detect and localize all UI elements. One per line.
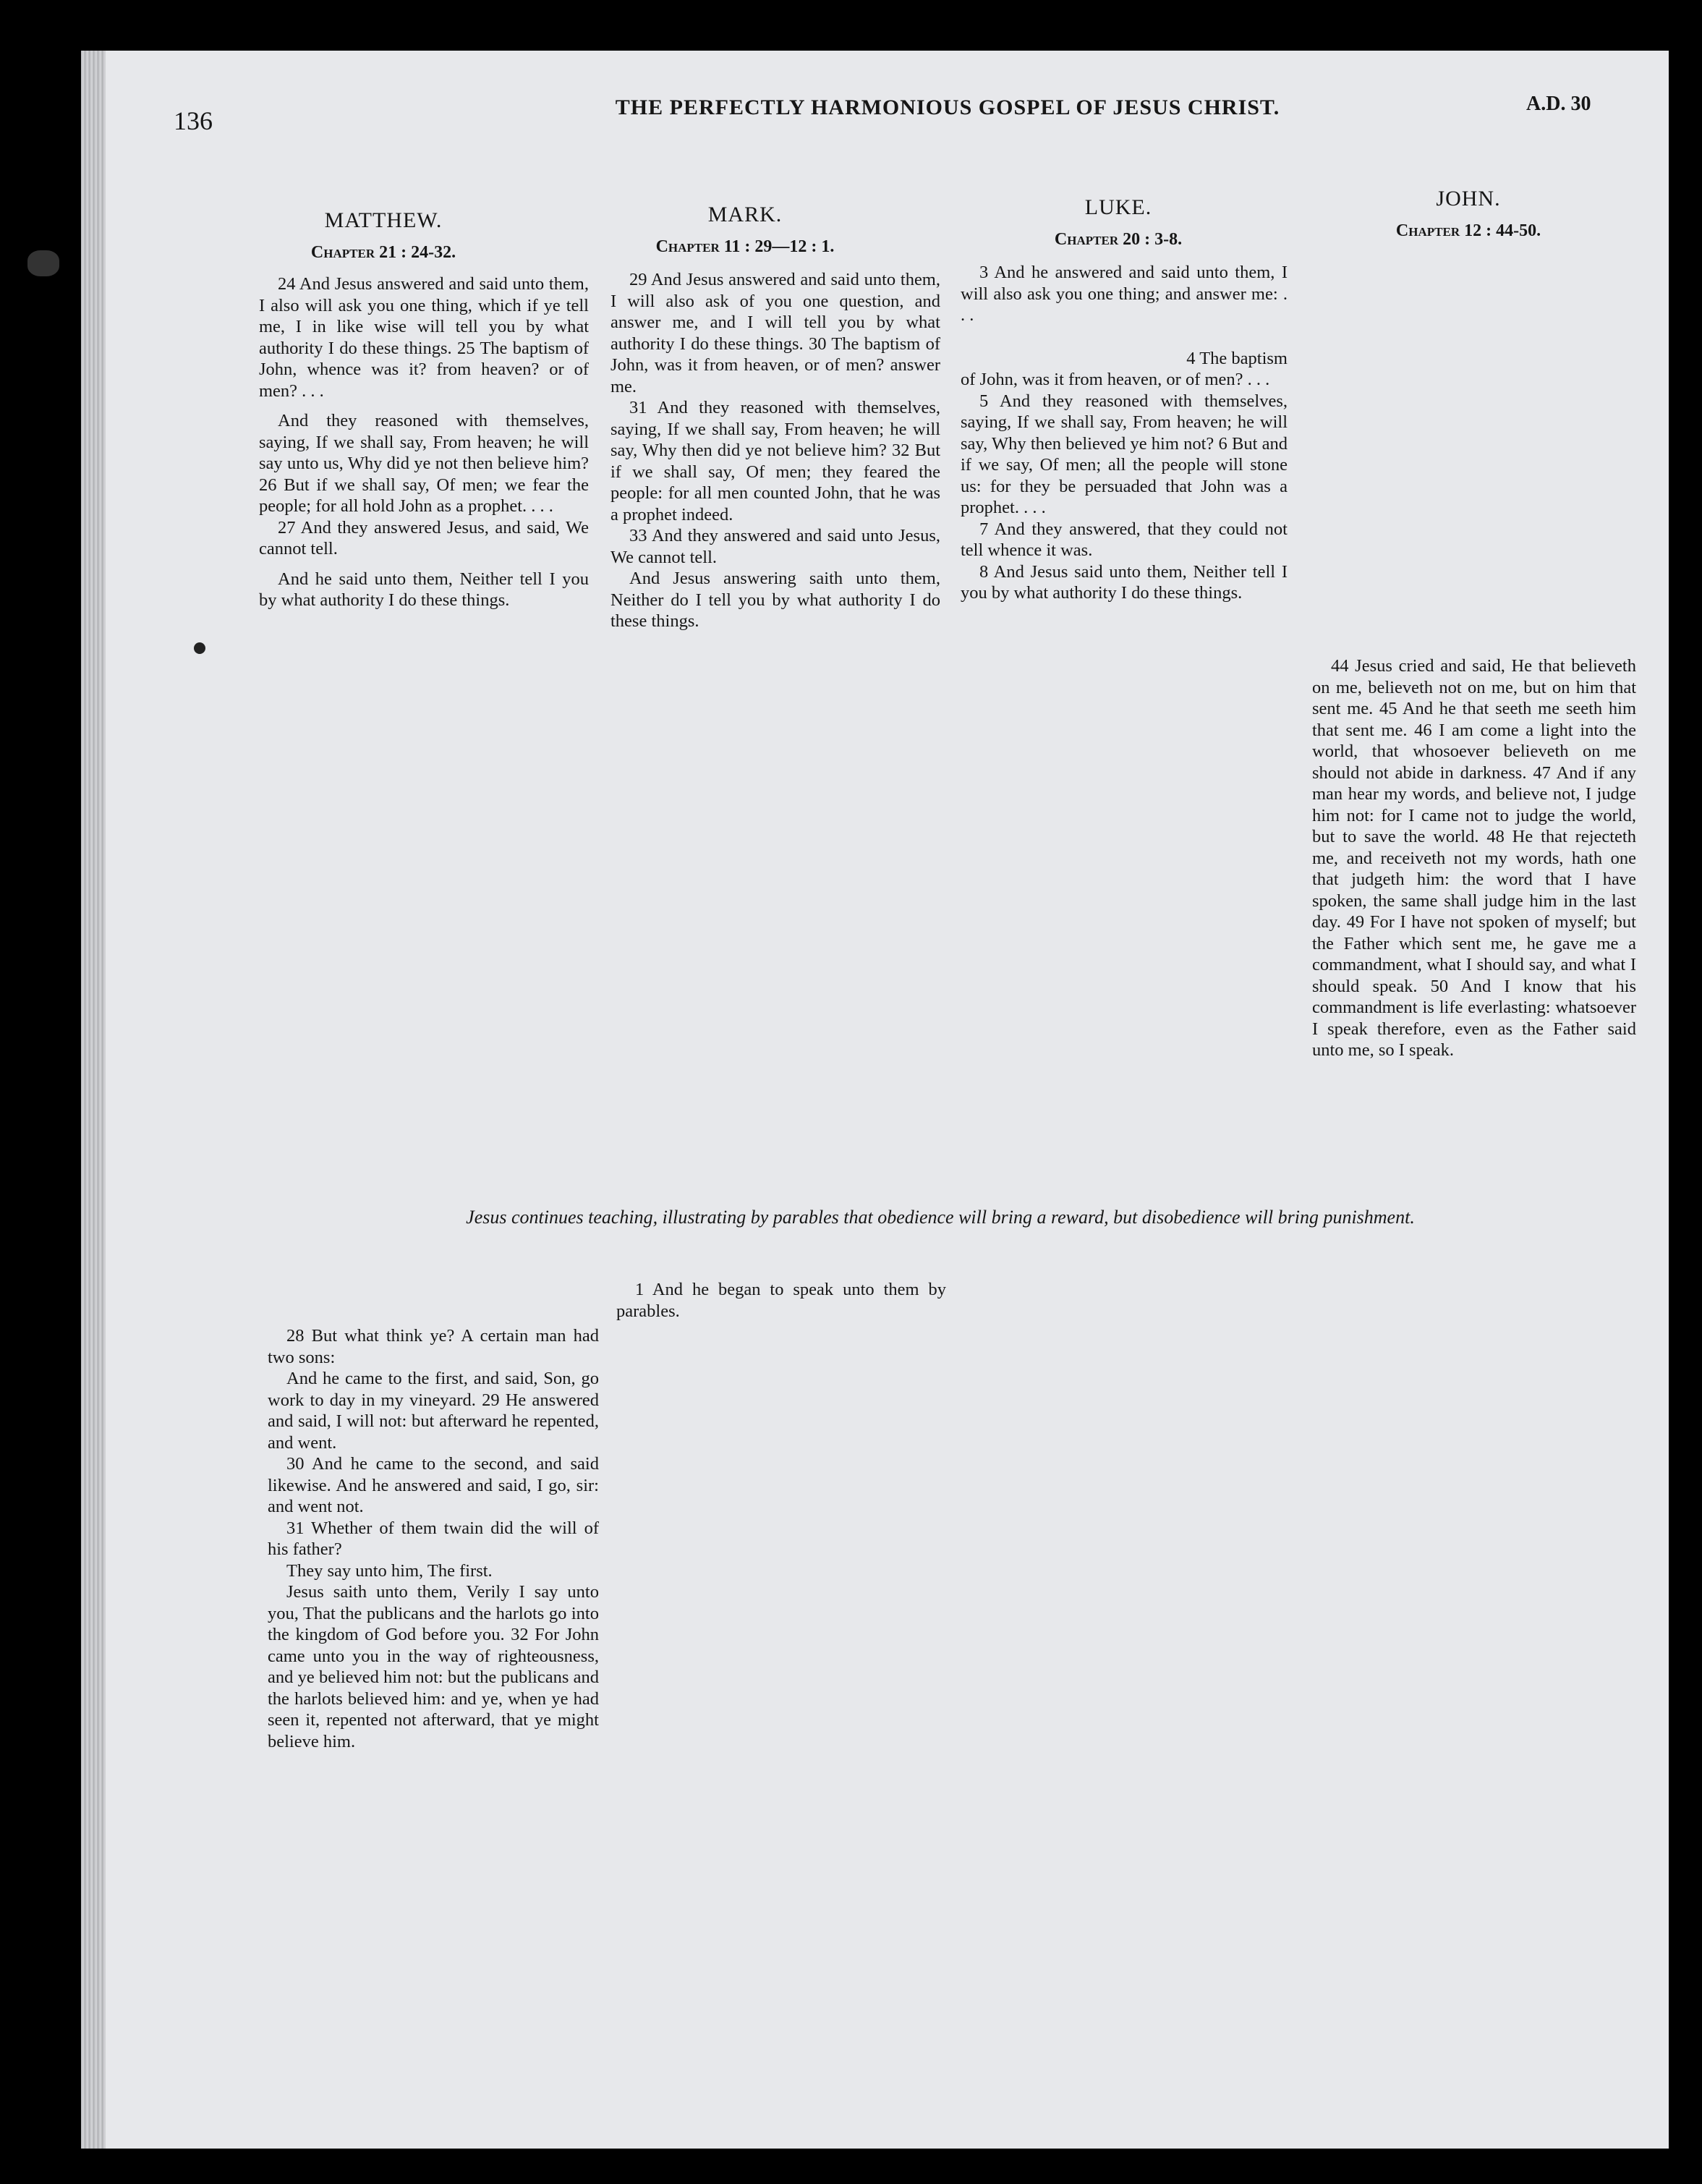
luke-heading <box>966 195 1270 250</box>
chapter-reference: Chapter 12 : 44-50. <box>1395 221 1541 240</box>
verse-paragraph: 28 But what think ye? A certain man had two sons: <box>268 1326 599 1367</box>
verse-paragraph: 30 And he came to the second, and said likewise. And he answered and said, I go, sir: and went not. <box>268 1454 599 1516</box>
chapter-reference: Chapter 20 : 3-8. <box>1054 230 1183 249</box>
matthew-heading <box>231 208 535 263</box>
gospel-name: MATTHEW. <box>324 208 443 232</box>
verse-paragraph: 33 And they answered and said unto Jesus, We cannot tell. <box>610 526 940 567</box>
matthew-text-section2 <box>268 1325 599 1752</box>
verse-paragraph: They say unto him, The first. <box>286 1560 493 1581</box>
gospel-name: JOHN. <box>1436 187 1501 211</box>
running-title: THE PERFECTLY HARMONIOUS GOSPEL OF JESUS CHRIST. <box>615 95 1280 119</box>
mark-heading <box>593 203 897 257</box>
mark-text-section2 <box>616 1279 946 1322</box>
verse-paragraph: And Jesus answering saith unto them, Neither do I tell you by what authority I do these things. <box>610 569 940 631</box>
chapter-reference: Chapter 21 : 24-32. <box>310 243 456 262</box>
year-marker: A.D. 30 <box>1526 93 1591 115</box>
verse-paragraph: 4 The baptism <box>1186 348 1288 368</box>
verse-paragraph: Jesus saith unto them, Verily I say unto you, That the publicans and the harlots go into the kingdom of God before you. 32 For John came unto you in the way of righteousness, and ye believed him not: but the publicans and the harlots believed him: and ye, when ye had seen it, repented not afterward, that ye might believe him. <box>268 1582 599 1751</box>
verse-paragraph: 1 And he began to speak unto them by parables. <box>616 1280 946 1321</box>
verse-paragraph: 29 And Jesus answered and said unto them, I will also ask of you one question, and answer me, and I will tell you by what authority I do these things. 30 The baptism of John, was it from heaven, or of men? answer me. <box>610 270 940 396</box>
verse-paragraph: 44 Jesus cried and said, He that believeth on me, believeth not on me, but on him that sent me. 45 And he that seeth me seeth him that sent me. 46 I am come a light into the world, that whosoever believeth on me should not abide in darkness. 47 And if any man hear my words, and believe not, I judge him not: for I came not to judge the world, but to save the world. 48 He that rejecteth me, and receiveth not my words, hath one that judgeth him: the word that I have spoken, the same shall judge him in the last day. 49 For I have not spoken of myself; but the Father which sent me, he gave me a commandment, what I should say, and what I should speak. 50 And I know that his commandment is life everlasting: whatsoever I speak therefore, even as the Father said unto me, so I speak. <box>1312 656 1636 1060</box>
gospel-name: LUKE. <box>1084 195 1152 219</box>
page-edge <box>81 51 106 2149</box>
verse-paragraph: 31 And they reasoned with themselves, saying, If we shall say, From heaven; he will say, Why then did ye not believe him? 32 But if we shall say, Of men; they feared the people: for all men counted John, that he was a prophet indeed. <box>610 398 940 524</box>
matthew-text <box>259 273 589 611</box>
verse-paragraph: 3 And he answered and said unto them, I will also ask you one thing; and answer me: . . . <box>961 263 1288 325</box>
scan-blot <box>27 250 59 276</box>
verse-paragraph: And he came to the first, and said, Son, go work to day in my vineyard. 29 He answered and said, I will not: but afterward he repented, and went. <box>268 1369 599 1453</box>
verse-paragraph: 27 And they answered Jesus, and said, We cannot tell. <box>259 517 589 558</box>
mark-text <box>610 269 940 632</box>
verse-paragraph: of John, was it from heaven, or of men? . . . <box>961 370 1270 389</box>
verse-paragraph: 31 Whether of them twain did the will of his father? <box>268 1518 599 1559</box>
verse-paragraph: 7 And they answered, that they could not tell whence it was. <box>961 519 1288 560</box>
luke-text <box>961 262 1288 604</box>
john-heading <box>1316 187 1620 241</box>
chapter-reference: Chapter 11 : 29—12 : 1. <box>655 237 835 256</box>
scan-dot <box>194 642 205 654</box>
verse-paragraph: 24 And Jesus answered and said unto them, I also will ask you one thing, which if ye tell me, I in like wise will tell you by what authority I do these things. 25 The baptism of John, whence was it? from heaven? or of men? . . . <box>259 274 589 401</box>
section-rubric: Jesus continues teaching, illustrating by parables that obedience will bring a reward, but disobedience will bring punishment. <box>466 1207 1415 1228</box>
verse-paragraph: 5 And they reasoned with themselves, saying, If we shall say, From heaven; he will say, Why then believed ye him not? 6 But and if we say, Of men; all the people will stone us: for they be persuaded that John was a prophet. . . . <box>961 391 1288 517</box>
verse-paragraph: And he said unto them, Neither tell I you by what authority I do these things. <box>259 569 589 610</box>
verse-paragraph: And they reasoned with themselves, saying, If we shall say, From heaven; he will say unto us, Why did ye not then believe him? 26 But if we shall say, Of men; we fear the people; for all hold John as a prophet. . . . <box>259 411 589 516</box>
page-number: 136 <box>174 106 213 135</box>
verse-paragraph: 8 And Jesus said unto them, Neither tell I you by what authority I do these things. <box>961 561 1288 603</box>
john-text <box>1312 655 1636 1061</box>
gospel-name: MARK. <box>707 203 783 226</box>
